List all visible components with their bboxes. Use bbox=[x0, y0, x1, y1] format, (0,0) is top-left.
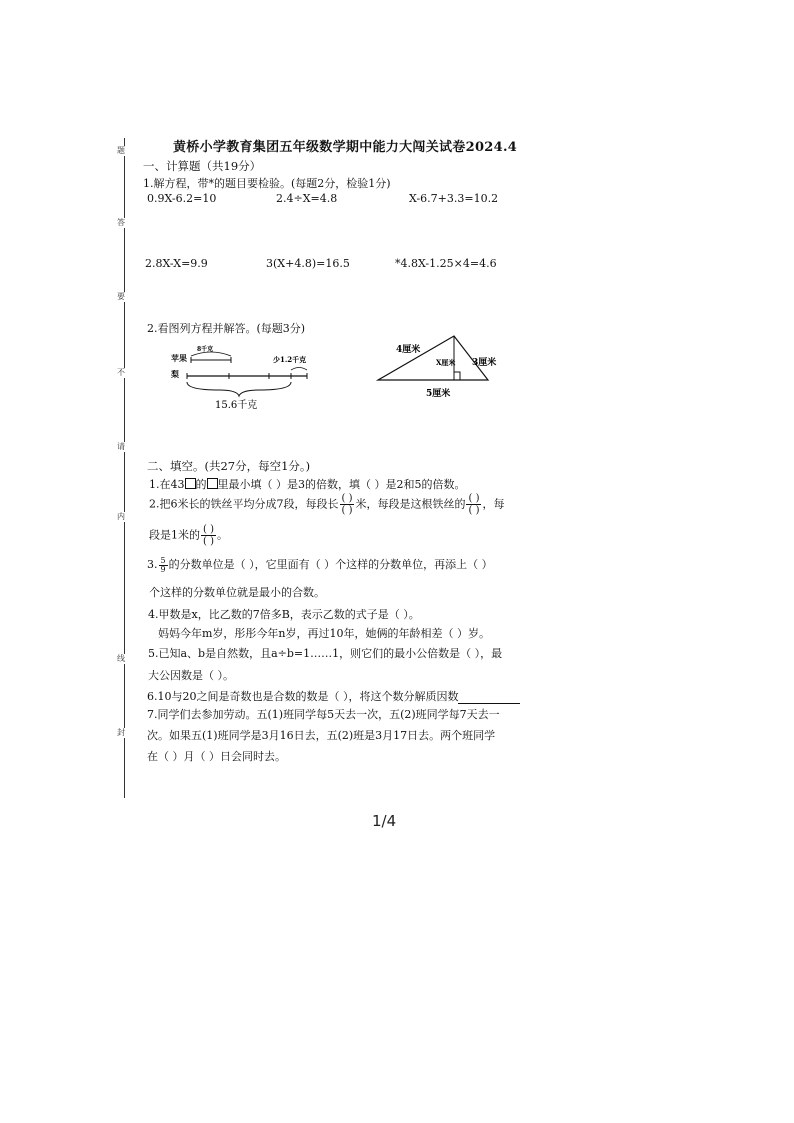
label-top: 8千克 bbox=[197, 346, 214, 353]
label-pear: 梨 bbox=[171, 369, 179, 379]
question-2 bbox=[149, 493, 504, 516]
binding-char: 封 bbox=[117, 728, 125, 737]
binding-char: 题 bbox=[117, 146, 125, 155]
q6-text: 6.10与20之间是奇数也是合数的数是（ ），将这个数分解质因数 bbox=[147, 690, 459, 703]
page-title: 黄桥小学教育集团五年级数学期中能力大闯关试卷2024.4 bbox=[173, 140, 518, 155]
question-7: 7.同学们去参加劳动。五(1)班同学每5天去一次，五(2)班同学每7天去一 bbox=[147, 708, 500, 721]
fraction-5-9: $\frac{5}{9}$ bbox=[160, 555, 166, 574]
segment-diagram bbox=[165, 338, 325, 410]
section-heading: 二、填空。(共27分，每空1分。) bbox=[147, 459, 311, 473]
binding-char: 请 bbox=[117, 442, 125, 451]
q3-text: 的分数单位是（ ），它里面有（ ）个这样的分数单位，再添上（ ） bbox=[168, 558, 493, 571]
q2-text-d: 段是1米的 bbox=[149, 528, 200, 542]
binding-char: 要 bbox=[117, 292, 125, 301]
blank-fraction: $\frac{( )}{( )}$ bbox=[468, 493, 480, 516]
q2-text-c: ，每 bbox=[482, 497, 505, 511]
equation: *4.8X-1.25×4=4.6 bbox=[395, 257, 497, 270]
question-5: 5.已知a、b是自然数，且a÷b=1……1，则它们的最小公倍数是（ ），最 bbox=[148, 647, 503, 660]
answer-line bbox=[458, 693, 520, 704]
question-3-cont: 个这样的分数单位就是最小的合数。 bbox=[149, 586, 325, 599]
page-number: 1/4 bbox=[372, 812, 397, 830]
question-1 bbox=[149, 476, 466, 492]
blank-box bbox=[185, 478, 196, 489]
q1-text-b: 的 bbox=[195, 478, 207, 491]
q3-num: 3. bbox=[147, 558, 158, 571]
binding-line bbox=[124, 138, 125, 798]
label-base: 5厘米 bbox=[426, 389, 451, 399]
label-total: 15.6千克 bbox=[215, 400, 258, 410]
equation: 2.8X-X=9.9 bbox=[145, 257, 208, 270]
question-6 bbox=[147, 688, 520, 704]
q2-text-e: 。 bbox=[216, 528, 228, 542]
equation: 2.4÷X=4.8 bbox=[276, 192, 338, 205]
blank-box bbox=[207, 478, 218, 489]
question-2-cont bbox=[149, 524, 228, 547]
binding-char: 不 bbox=[117, 368, 125, 377]
question-7-cont: 次。如果五(1)班同学是3月16日去，五(2)班是3月17日去。两个班同学 bbox=[147, 729, 496, 742]
label-apple: 苹果 bbox=[171, 353, 187, 363]
question-7-cont: 在（ ）月（ ）日会同时去。 bbox=[147, 750, 286, 763]
label-less: 少1.2千克 bbox=[273, 355, 307, 364]
question-text: 2.看图列方程并解答。(每题3分) bbox=[147, 322, 306, 335]
label-height: X厘米 bbox=[436, 358, 456, 367]
label-right-side: 3厘米 bbox=[472, 358, 497, 368]
binding-char: 答 bbox=[117, 218, 125, 227]
equation: 3(X+4.8)=16.5 bbox=[266, 257, 350, 270]
binding-char: 线 bbox=[117, 654, 125, 663]
question-4b: 妈妈今年m岁，彤彤今年n岁，再过10年，她俩的年龄相差（ ）岁。 bbox=[158, 627, 491, 640]
q2-text-a: 2.把6米长的铁丝平均分成7段，每段长 bbox=[149, 497, 339, 511]
q1-text-c: 里最小填（ ）是3的倍数，填（ ）是2和5的倍数。 bbox=[217, 478, 466, 491]
question-3 bbox=[147, 556, 493, 574]
triangle-diagram bbox=[370, 332, 520, 404]
question-text: 1.解方程，带*的题目要检验。(每题2分，检验1分) bbox=[143, 177, 391, 190]
q2-text-b: 米，每段是这根铁丝的 bbox=[355, 497, 466, 511]
question-4: 4.甲数是x，比乙数的7倍多B，表示乙数的式子是（ ）。 bbox=[148, 608, 420, 621]
q1-text-a: 1.在43 bbox=[149, 478, 185, 491]
label-left-side: 4厘米 bbox=[396, 345, 421, 355]
question-5-cont: 大公因数是（ ）。 bbox=[148, 669, 234, 682]
section-heading: 一、计算题（共19分） bbox=[143, 159, 262, 173]
equation: X-6.7+3.3=10.2 bbox=[409, 192, 499, 205]
binding-char: 内 bbox=[117, 512, 125, 521]
blank-fraction: $\frac{( )}{( )}$ bbox=[203, 524, 214, 547]
equation: 0.9X-6.2=10 bbox=[147, 192, 217, 205]
blank-fraction: $\frac{( )}{( )}$ bbox=[341, 493, 353, 516]
